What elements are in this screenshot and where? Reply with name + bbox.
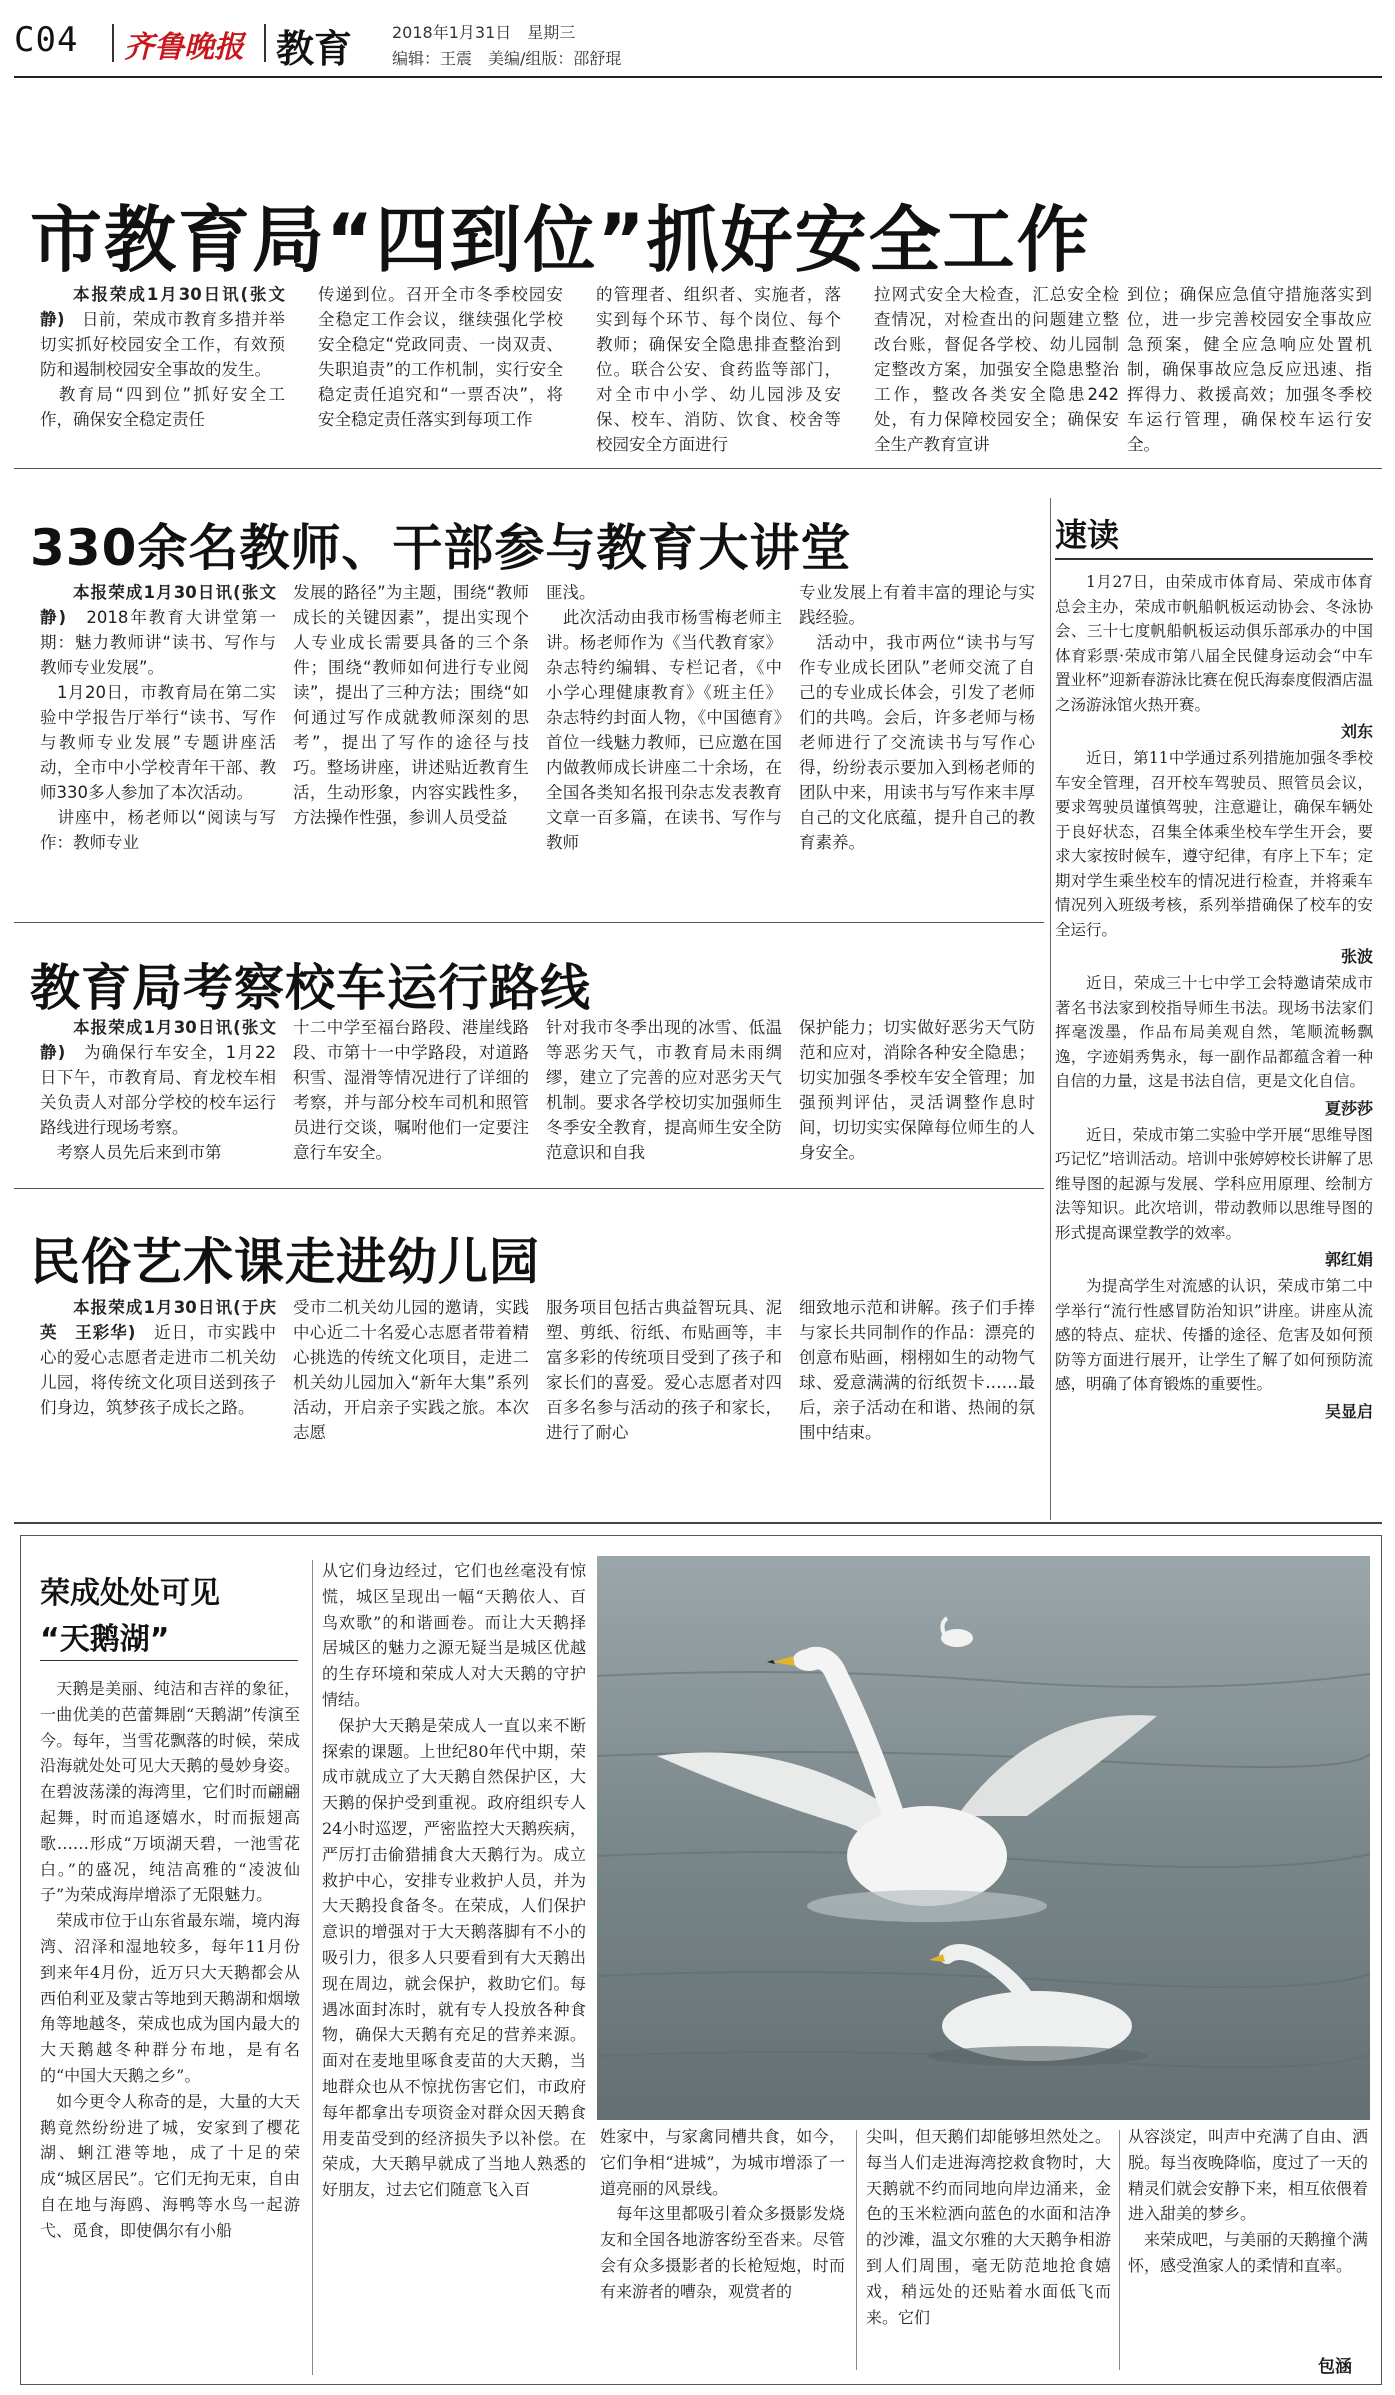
column-divider [312, 1560, 313, 2375]
paragraph: 受市二机关幼儿园的邀请，实践中心近二十名爱心志愿者带着精心挑选的传统文化项目，走进二机关幼儿园加入“新年大集”系列活动，开启亲子实践之旅。本次志愿 [293, 1298, 529, 1442]
article-column [40, 580, 276, 855]
article-column [1127, 282, 1372, 457]
paragraph: 十二中学至福台路段、港崖线路段、市第十一中学路段，对道路积雪、湿滑等情况进行了详细的考察，并与部分校车司机和照管员进行交谈，嘱咐他们一定要注意行车安全。 [293, 1018, 529, 1162]
paragraph: 从容淡定，叫声中充满了自由、洒脱。每当夜晚降临，度过了一天的精灵们就会安静下来，相互依偎着进入甜美的梦乡。 [1128, 2127, 1369, 2224]
paragraph: 保护大天鹅是荣成人一直以来不断探索的课题。上世纪80年代中期，荣成市就成立了大天鹅自然保护区，大天鹅的保护受到重视。政府组织专人24小时巡逻，严密监控大天鹅疾病，严厉打击偷猎捕食大天鹅行为。成立救护中心，安排专业救护人员，并为大天鹅投食备冬。在荣成，人们保护意识的增强对于大天鹅落脚有不小的吸引力，很多人只要看到有大天鹅出现在周边，就会保护，救助它们。每遇冰面封冻时，就有专人投放各种食物，确保大天鹅有充足的营养来源。面对在麦地里啄食麦苗的大天鹅，当地群众也从不惊扰伤害它们，市政府每年都拿出专项资金对群众因天鹅食用麦苗受到的经济损失予以补偿。在荣成，大天鹅早就成了当地人熟悉的好朋友，过去它们随意飞入百 [322, 1715, 586, 2200]
sidebar-item-author: 刘东 [1340, 722, 1373, 741]
article-column [799, 580, 1035, 855]
article-column [40, 1295, 276, 1420]
article-lecture-body [40, 580, 1050, 940]
paragraph: 考察人员先后来到市第 [40, 1143, 222, 1162]
paragraph: 从它们身边经过，它们也丝毫没有惊慌，城区呈现出一幅“天鹅依人、百鸟欢歌”的和谐画卷。而让大天鹅择居城区的魅力之源无疑当是城区优越的生存环境和荣成人对大天鹅的守护情结。 [322, 1561, 586, 1709]
article-column [546, 1015, 782, 1165]
article-column [596, 282, 841, 457]
paragraph: 本报荣成1月30日讯(张文静) 2018年教育大讲堂第一期：魅力教师讲“读书、写作与教师专业发展”。 [40, 583, 276, 677]
swan-photo [597, 1556, 1370, 2120]
headline-safety: 市教育局“四到位”抓好安全工作 [30, 198, 1091, 282]
paragraph: 的管理者、组织者、实施者，落实到每个环节、每个岗位、每个教师；确保安全隐患排查整治到位。联合公安、食药监等部门，对全市中小学、幼儿园涉及安保、校车、消防、饮食、校舍等校园安全方面进行 [596, 285, 841, 454]
paragraph: 发展的路径”为主题，围绕“教师成长的关键因素”，提出实现个人专业成长需要具备的三个条件；围绕“教师如何进行专业阅读”，提出了三种方法；围绕“如何通过写作成就教师深刻的思考”，提出了写作的途径与技巧。整场讲座，讲述贴近教育生活，生动形象，内容实践性多，方法操作性强，参训人员受益 [293, 583, 529, 827]
editor-credits: 编辑：王震 美编/组版：邵舒琨 [392, 49, 622, 68]
article-column [318, 282, 563, 432]
paragraph: 此次活动由我市杨雪梅老师主讲。杨老师作为《当代教育家》杂志特约编辑、专栏记者，《中小学心理健康教育》《班主任》杂志特约封面人物，《中国德育》首位一线魅力教师，已应邀在国内做教师成长讲座二十余场，在全国各类知名报刊杂志发表教育文章一百多篇，在读书、写作与教师 [546, 608, 782, 852]
section-name: 教育 [276, 27, 353, 71]
paragraph: 到位；确保应急值守措施落实到位，进一步完善校园安全事故应急预案，健全应急响应处置机制，确保事故应急反应迅速、指挥得力、救援高效；加强冬季校车运行管理，确保校车运行安全。 [1127, 285, 1372, 454]
swan-bottom-col-2 [866, 2124, 1111, 2330]
paragraph: 匪浅。 [546, 583, 596, 602]
paragraph: 教育局“四到位”抓好安全工作，确保安全稳定责任 [40, 385, 285, 429]
paragraph: 如今更令人称奇的是，大量的大天鹅竟然纷纷进了城，安家到了樱花湖、蜊江港等地，成了十足的荣成“城区居民”。它们无拘无束，自由自在地与海鸥、海鸭等水鸟一起游弋、觅食，即使偶尔有小船 [40, 2091, 300, 2240]
sidebar-item-author: 吴显启 [1324, 1401, 1373, 1421]
dateline: 本报荣成1月30日讯(于庆英 王彩华) [40, 1298, 276, 1342]
sidebar-item [1055, 971, 1373, 1119]
paragraph: 姓家中，与家禽同槽共食，如今，它们争相“进城”，为城市增添了一道亮丽的风景线。 [600, 2127, 845, 2198]
paragraph: 拉网式安全大检查，汇总安全检查情况，对检查出的问题建立整改台账，督促各学校、幼儿园制定整改方案，加强安全隐患整治工作，整改各类安全隐患242处，有力保障校园安全；确保安全生产教育宣讲 [874, 285, 1119, 454]
swan-title-rule [40, 1660, 298, 1661]
paragraph: 活动中，我市两位“读书与写作专业成长团队”老师交流了自己的专业成长体会，引发了老师们的共鸣。会后，许多老师与杨老师进行了交流读书与写作心得，纷纷表示要加入到杨老师的团队中来，用读书与写作来丰厚自己的文化底蕴，提升自己的教育素养。 [799, 633, 1035, 852]
paragraph: 天鹅是美丽、纯洁和吉祥的象征，一曲优美的芭蕾舞剧“天鹅湖”传演至今。每年，当雪花飘落的时候，荣成沿海就处处可见大天鹅的曼妙身姿。在碧波荡漾的海湾里，它们时而翩翩起舞，时而追逐嬉水，时而振翅高歌……形成“万顷湖天碧，一池雪花白。”的盛况，纯洁高雅的“凌波仙子”为荣成海岸增添了无限魅力。 [40, 1679, 300, 1905]
article-column [874, 282, 1119, 457]
article-folk-body [40, 1295, 1050, 1495]
headline-lecture: 330余名教师、干部参与教育大讲堂 [30, 519, 852, 577]
dateline: 本报荣成1月30日讯(张文静) [40, 583, 276, 627]
paragraph: 传递到位。召开全市冬季校园安全稳定工作会议，继续强化学校安全稳定“党政同责、一岗双责、失职追责”的工作机制，实行安全稳定责任追究和“一票否决”，将安全稳定责任落实到每项工作 [318, 285, 563, 429]
article-safety-body [40, 282, 1375, 462]
section-rule-bottom [14, 1522, 1382, 1524]
dateline: 本报荣成1月30日讯(张文静) [40, 285, 285, 329]
paragraph: 保护能力；切实做好恶劣天气防范和应对，消除各种安全隐患；切实加强冬季校车安全管理；加强预判评估，灵活调整作息时间，切切实实保障每位师生的人身安全。 [799, 1018, 1035, 1162]
swan-title-line1: 荣成处处可见 [40, 1576, 220, 1611]
paragraph: 来荣成吧，与美丽的天鹅撞个满怀，感受渔家人的柔情和直率。 [1128, 2230, 1369, 2275]
article-column [40, 282, 285, 432]
swan-author: 包涵 [1318, 2357, 1352, 2377]
sidebar-item [1055, 1123, 1373, 1271]
swan-bottom-col-1 [600, 2124, 845, 2305]
column-divider [1119, 2130, 1120, 2370]
headline-folk-art: 民俗艺术课走进幼儿园 [30, 1233, 540, 1291]
section-rule [14, 1188, 1044, 1189]
sidebar-item-text: 近日，荣成三十七中学工会特邀请荣成市著名书法家到校指导师生书法。现场书法家们挥毫泼墨，作品布局美观自然，笔顺流畅飘逸，字迹娟秀隽永，每一副作品都蕴含着一种自信的力量，这是书法自信，更是文化自信。 [1055, 974, 1373, 1090]
paragraph: 1月20日，市教育局在第二实验中学报告厅举行“读书、写作与教师专业发展”专题讲座活动，全市中小学校青年干部、教师330多人参加了本次活动。 [40, 683, 276, 802]
paragraph: 每年这里都吸引着众多摄影发烧友和全国各地游客纷至沓来。尽管会有众多摄影者的长枪短炮，时而有来游者的嘈杂，观赏者的 [600, 2204, 845, 2301]
sidebar-title-rule [1055, 558, 1373, 560]
article-column [546, 580, 782, 855]
sidebar-item-text: 1月27日，由荣成市体育局、荣成市体育总会主办，荣成市帆船帆板运动协会、冬泳协会、三十七度帆船帆板运动俱乐部承办的中国体育彩票·荣成市第八届全民健身运动会“中车置业杯”迎新春游泳比赛在倪氏海泰度假酒店温之汤游泳馆火热开赛。 [1055, 573, 1373, 714]
masthead-rule [14, 76, 1382, 78]
masthead-divider-2 [264, 24, 266, 62]
sidebar-item-text: 近日，荣成市第二实验中学开展“思维导图巧记忆”培训活动。培训中张婷婷校长讲解了思维导图的起源与发展、学科应用原理、绘制方法等知识。此次培训，带动教师以思维导图的形式提高课堂教学的效率。 [1055, 1125, 1373, 1242]
article-column [293, 580, 529, 830]
article-column [546, 1295, 782, 1445]
sidebar-item [1055, 1274, 1373, 1422]
article-column [293, 1295, 529, 1445]
paragraph: 针对我市冬季出现的冰雪、低温等恶劣天气，市教育局未雨绸缪，建立了完善的应对恶劣天气机制。要求各学校切实加强师生冬季安全教育，提高师生安全防范意识和自我 [546, 1018, 782, 1162]
sidebar-item-text: 近日，第11中学通过系列措施加强冬季校车安全管理，召开校车驾驶员、照管员会议，要求驾驶员谨慎驾驶，注意避让，确保车辆处于良好状态，召集全体乘坐校车学生开会，要求大家按时候车，遵守纪律，有序上下车；定期对学生乘坐校车的情况进行检查，并将乘车情况列入班级考核，系列举措确保了校车的安全运行。 [1055, 749, 1373, 939]
article-bus-body [40, 1015, 1050, 1215]
issue-date: 2018年1月31日 星期三 [392, 23, 576, 42]
masthead-divider [112, 24, 114, 62]
paragraph: 服务项目包括古典益智玩具、泥塑、剪纸、衍纸、布贴画等，丰富多彩的传统项目受到了孩子和家长们的喜爱。爱心志愿者对四百多名参与活动的孩子和家长，进行了耐心 [546, 1298, 782, 1442]
column-divider [856, 2130, 857, 2370]
paragraph: 本报荣成1月30日讯(张文静) 日前，荣成市教育多措并举切实抓好校园安全工作，有效预防和遏制校园安全事故的发生。 [40, 285, 286, 379]
sidebar-item [1055, 570, 1373, 742]
swan-bottom-col-3 [1128, 2124, 1368, 2279]
dateline: 本报荣成1月30日讯(张文静) [40, 1018, 276, 1062]
article-column [799, 1295, 1035, 1445]
article-column [799, 1015, 1035, 1165]
sidebar-item-author: 张波 [1340, 947, 1373, 966]
sidebar-items [1055, 570, 1373, 1426]
swan-title-line2: “天鹅湖” [40, 1622, 170, 1657]
sidebar-item-text: 为提高学生对流感的认识，荣成市第二中学举行“流行性感冒防治知识”讲座。讲座从流感的特点、症状、传播的途径、危害及如何预防等方面进行展开，让学生了解了如何预防流感，明确了体育锻炼的重要性。 [1055, 1277, 1373, 1393]
paragraph: 细致地示范和讲解。孩子们手捧与家长共同制作的作品：漂亮的创意布贴画，栩栩如生的动物气球、爱意满满的衍纸贺卡……最后，亲子活动在和谐、热闹的氛围中结束。 [799, 1298, 1035, 1442]
newspaper-logo: 齐鲁晚报 [124, 30, 244, 65]
page-number: C04 [14, 20, 79, 60]
swan-column-1 [40, 1676, 300, 2244]
sidebar-item [1055, 746, 1373, 967]
paragraph: 荣成市位于山东省最东端，境内海湾、沼泽和湿地较多，每年11月份到来年4月份，近万只大天鹅都会从西伯利亚及蒙古等地到天鹅湖和烟墩角等地越冬，荣成也成为国内最大的大天鹅越冬种群分布地，是有名的“中国大天鹅之乡”。 [40, 1911, 300, 2085]
headline-bus-route: 教育局考察校车运行路线 [30, 959, 591, 1017]
paragraph: 本报荣成1月30日讯(于庆英 王彩华) 近日，市实践中心的爱心志愿者走进市二机关幼儿园，将传统文化项目送到孩子们身边，筑梦孩子成长之路。 [40, 1298, 277, 1417]
swan-column-2 [322, 1558, 586, 2203]
article-column [40, 1015, 276, 1165]
sidebar-item-author: 夏莎莎 [1324, 1098, 1373, 1118]
article-column [293, 1015, 529, 1165]
paragraph: 尖叫，但天鹅们却能够坦然处之。每当人们走进海湾挖救食物时，大天鹅就不约而同地向岸边涌来，金色的玉米粒洒向蓝色的水面和洁净的沙滩，温文尔雅的大天鹅争相游到人们周围，毫无防范地抢食嬉戏，稍远处的还贴着水面低飞而来。它们 [866, 2127, 1111, 2327]
sidebar-quick-read [1050, 498, 1382, 1520]
masthead [14, 14, 1384, 72]
sidebar-title: 速读 [1055, 516, 1120, 554]
paragraph: 专业发展上有着丰富的理论与实践经验。 [799, 583, 1035, 627]
paragraph: 讲座中，杨老师以“阅读与写作：教师专业 [40, 808, 276, 852]
section-rule [14, 468, 1382, 469]
sidebar-item-author: 郭红娟 [1324, 1250, 1373, 1269]
section-rule [14, 922, 1044, 923]
paragraph: 本报荣成1月30日讯(张文静) 为确保行车安全，1月22日下午，市教育局、育龙校车相关负责人对部分学校的校车运行路线进行现场考察。 [40, 1018, 276, 1137]
